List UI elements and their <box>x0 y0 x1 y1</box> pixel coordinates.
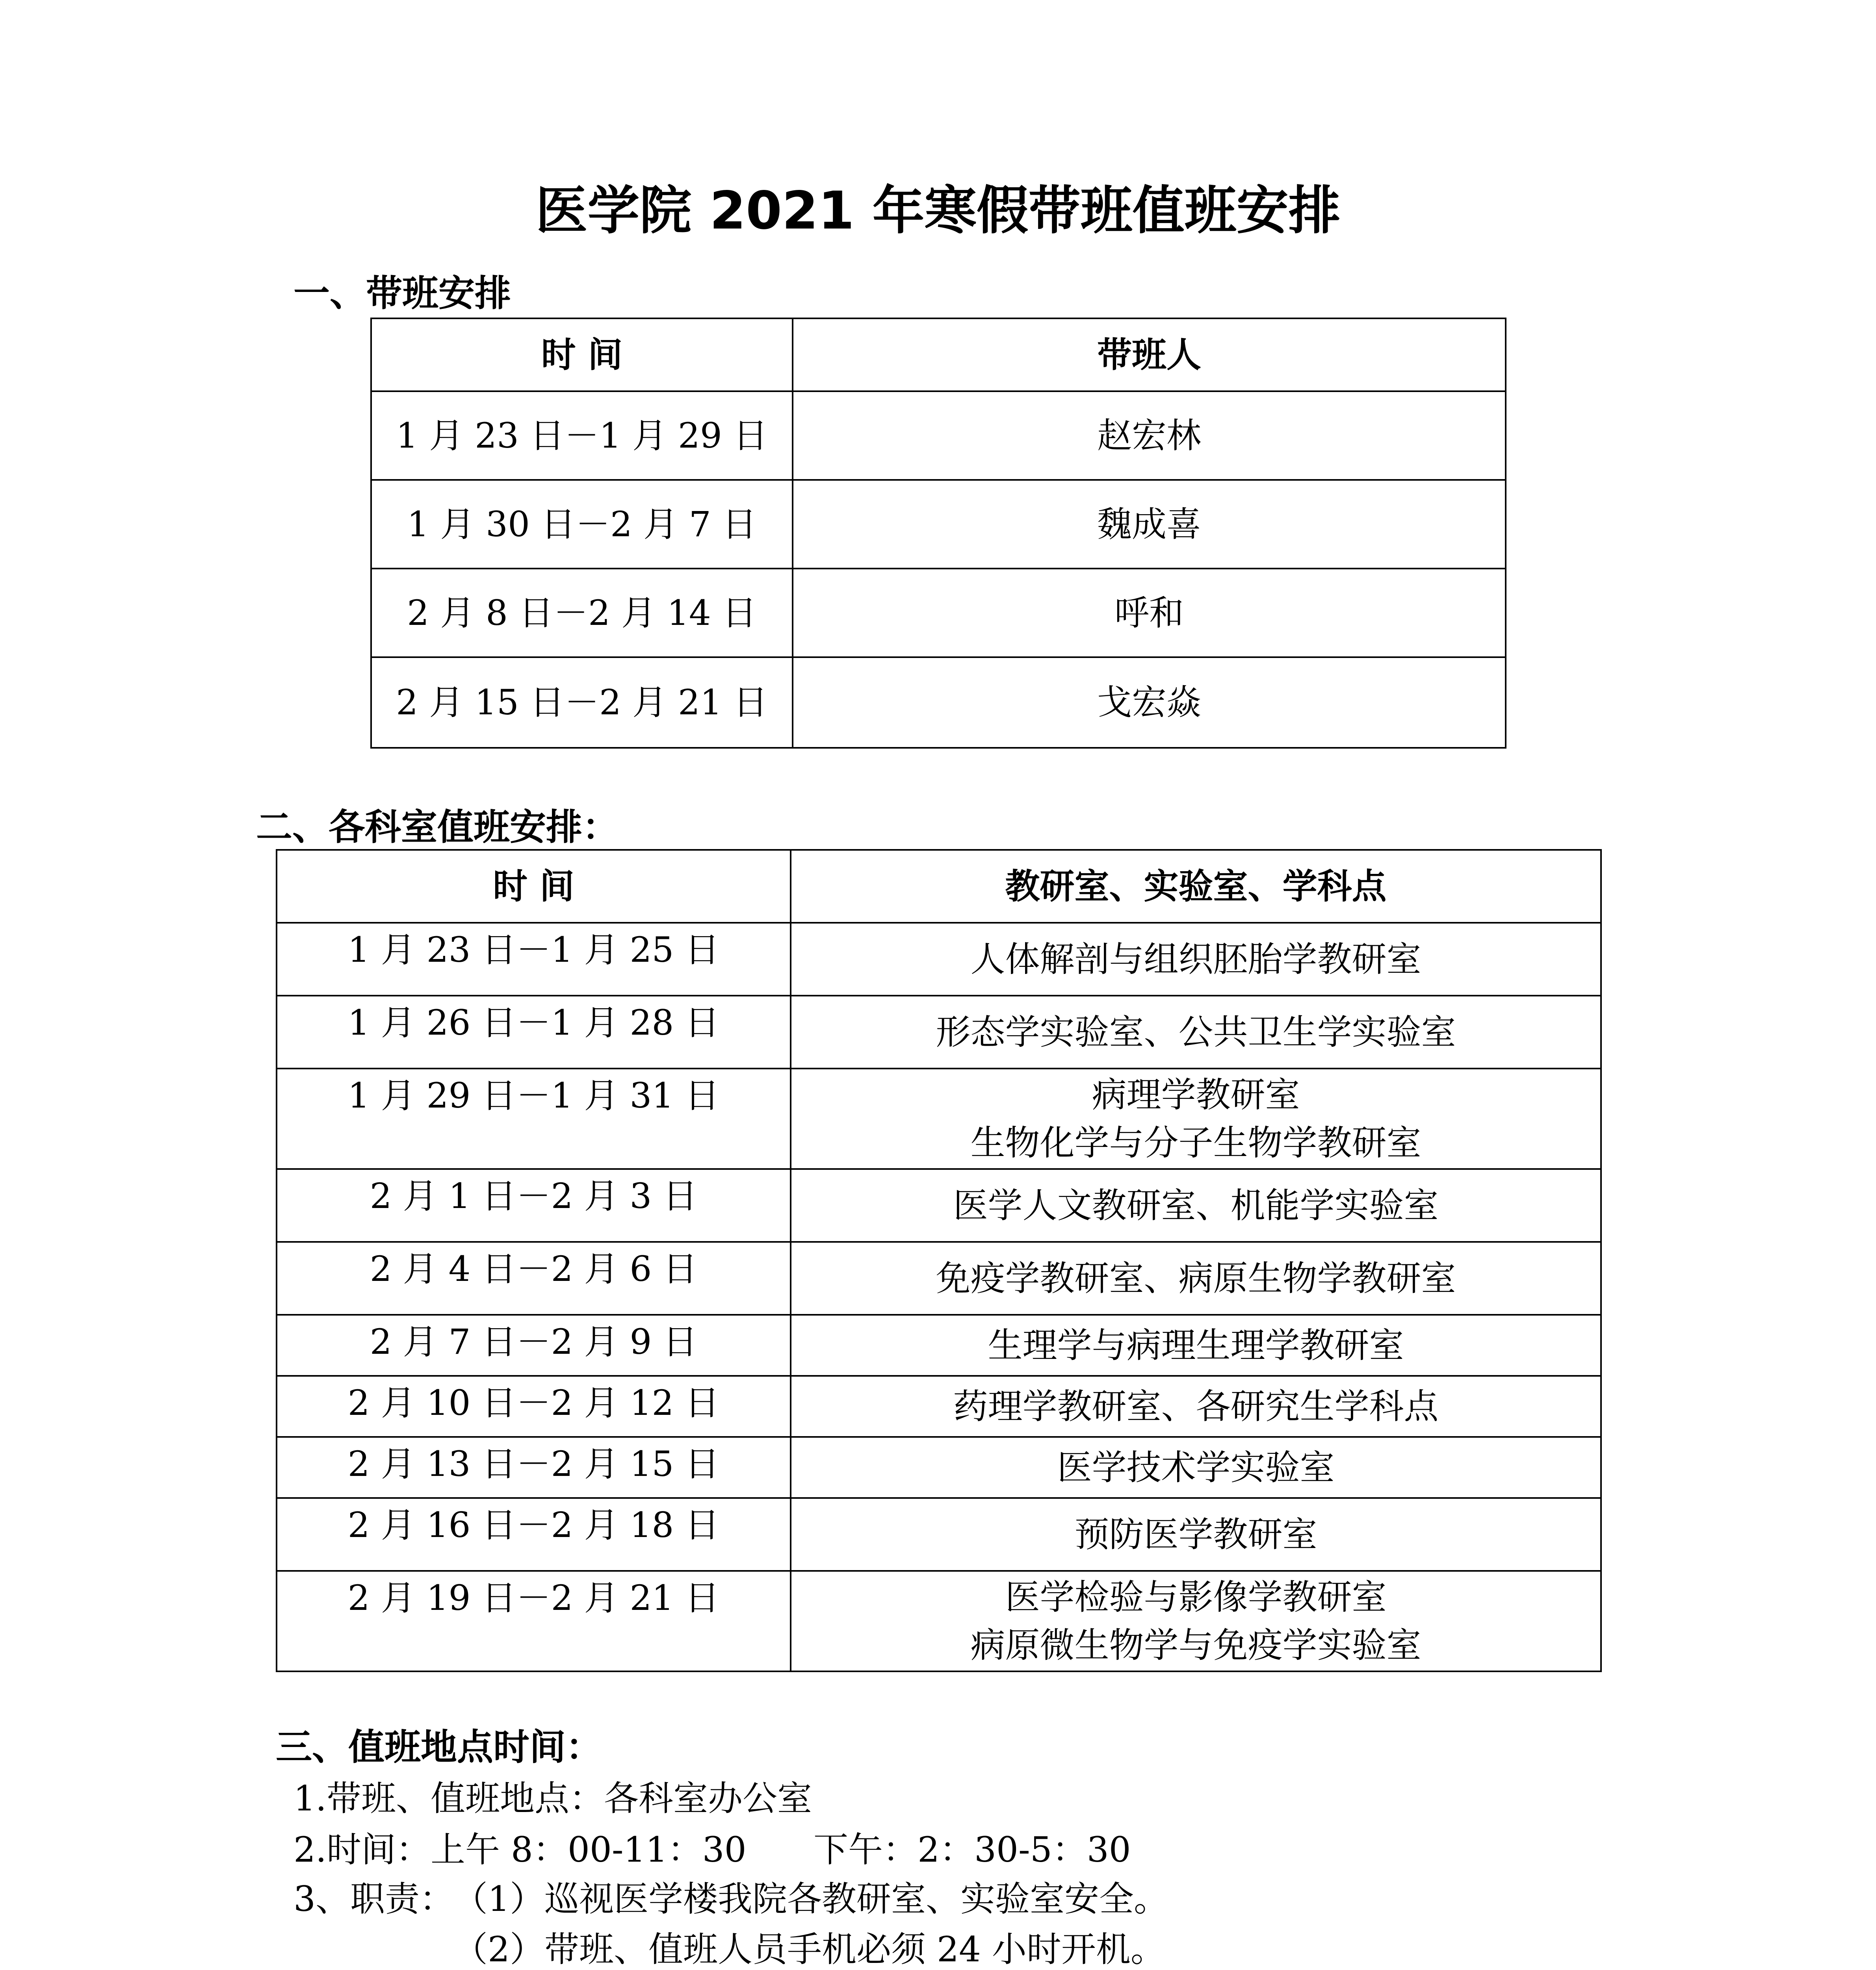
time-cell: 1 月 26 日－1 月 28 日 <box>277 996 791 1069</box>
leader-cell: 呼和 <box>793 569 1506 657</box>
unit-line: 生物化学与分子生物学教研室 <box>970 1122 1421 1163</box>
page-title: 医学院 2021 年寒假带班值班安排 <box>535 180 1341 241</box>
duty-time-afternoon: 下午：2：30-5：30 <box>814 1829 1131 1870</box>
units-cell <box>791 1242 1601 1315</box>
time-cell: 1 月 23 日－1 月 29 日 <box>371 391 793 480</box>
time-cell: 2 月 19 日－2 月 21 日 <box>277 1571 791 1671</box>
column-header-leader: 带班人 <box>793 318 1506 391</box>
time-cell: 2 月 7 日－2 月 9 日 <box>277 1315 791 1376</box>
column-header-units: 教研室、实验室、学科点 <box>791 850 1601 923</box>
column-header-time: 时 间 <box>371 318 793 391</box>
unit-line: 医学人文教研室、机能学实验室 <box>953 1185 1439 1226</box>
table-row <box>371 657 1506 748</box>
table-row <box>277 1376 1601 1437</box>
units-cell <box>791 1169 1601 1242</box>
unit-line: 预防医学教研室 <box>1074 1514 1317 1555</box>
table-row <box>277 1169 1601 1242</box>
table-row <box>277 1571 1601 1671</box>
duty-responsibility-label: 3、职责： <box>293 1879 454 1919</box>
time-cell: 2 月 8 日－2 月 14 日 <box>371 569 793 657</box>
time-cell: 2 月 4 日－2 月 6 日 <box>277 1242 791 1315</box>
unit-line: 药理学教研室、各研究生学科点 <box>953 1386 1439 1427</box>
department-duty-table <box>276 849 1602 1672</box>
units-cell <box>791 996 1601 1069</box>
table-row <box>277 923 1601 996</box>
time-cell: 2 月 15 日－2 月 21 日 <box>371 657 793 748</box>
unit-line: 医学技术学实验室 <box>1057 1447 1335 1488</box>
units-cell <box>791 1571 1601 1671</box>
units-cell <box>791 1069 1601 1169</box>
units-cell <box>791 1315 1601 1376</box>
section-heading-duty-location: 三、值班地点时间： <box>276 1726 602 1768</box>
table-row <box>277 1498 1601 1571</box>
leader-cell: 戈宏焱 <box>793 657 1506 748</box>
time-cell: 2 月 13 日－2 月 15 日 <box>277 1437 791 1498</box>
unit-line: 人体解剖与组织胚胎学教研室 <box>970 939 1421 979</box>
time-cell: 1 月 23 日－1 月 25 日 <box>277 923 791 996</box>
unit-line: 免疫学教研室、病原生物学教研室 <box>936 1258 1456 1299</box>
table-header-row <box>371 318 1506 391</box>
duty-location-line: 1.带班、值班地点：各科室办公室 <box>293 1778 812 1819</box>
duty-leader-table <box>370 318 1506 749</box>
table-row <box>371 480 1506 569</box>
table-row <box>277 996 1601 1069</box>
section-heading-duty-leader: 一、带班安排 <box>293 272 511 314</box>
time-cell: 1 月 29 日－1 月 31 日 <box>277 1069 791 1169</box>
unit-line: 医学检验与影像学教研室 <box>1005 1576 1387 1617</box>
units-cell <box>791 923 1601 996</box>
units-cell <box>791 1498 1601 1571</box>
unit-line: 生理学与病理生理学教研室 <box>988 1325 1404 1366</box>
table-row <box>371 391 1506 480</box>
table-row <box>277 1437 1601 1498</box>
duty-time-morning: 2.时间：上午 8：00-11：30 <box>293 1829 747 1870</box>
duty-responsibility-item: （1）巡视医学楼我院各教研室、实验室安全。 <box>453 1879 1168 1919</box>
column-header-time: 时 间 <box>277 850 791 923</box>
unit-line: 病原微生物学与免疫学实验室 <box>970 1624 1421 1665</box>
units-cell <box>791 1437 1601 1498</box>
table-row <box>277 1069 1601 1169</box>
units-cell <box>791 1376 1601 1437</box>
table-row <box>371 569 1506 657</box>
time-cell: 2 月 1 日－2 月 3 日 <box>277 1169 791 1242</box>
time-cell: 1 月 30 日－2 月 7 日 <box>371 480 793 569</box>
unit-line: 形态学实验室、公共卫生学实验室 <box>936 1011 1456 1052</box>
table-row <box>277 1242 1601 1315</box>
table-row <box>277 1315 1601 1376</box>
leader-cell: 赵宏林 <box>793 391 1506 480</box>
leader-cell: 魏成喜 <box>793 480 1506 569</box>
table-header-row <box>277 850 1601 923</box>
time-cell: 2 月 10 日－2 月 12 日 <box>277 1376 791 1437</box>
unit-line: 病理学教研室 <box>1092 1074 1300 1115</box>
time-cell: 2 月 16 日－2 月 18 日 <box>277 1498 791 1571</box>
duty-responsibility-item: （2）带班、值班人员手机必须 24 小时开机。 <box>453 1929 1165 1970</box>
section-heading-department-duty: 二、各科室值班安排： <box>256 806 619 848</box>
